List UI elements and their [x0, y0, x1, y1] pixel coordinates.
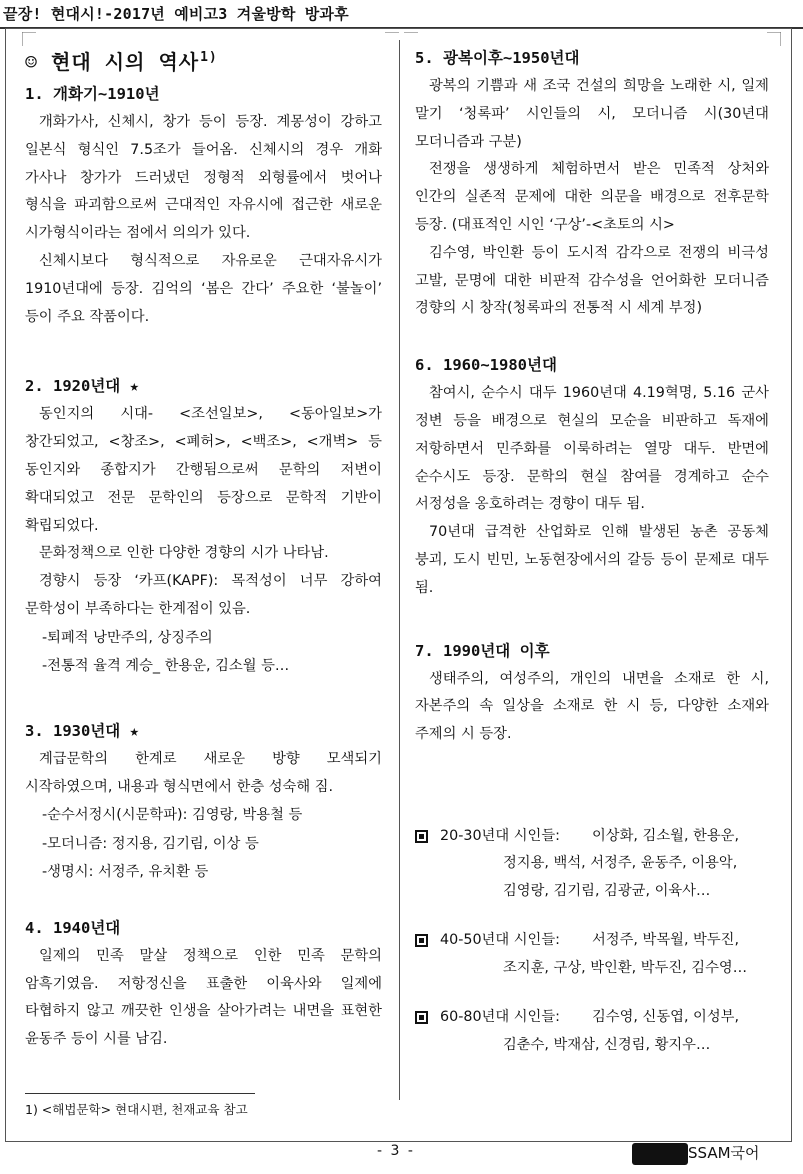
poet-names-cont: 조지훈, 구상, 박인환, 박두진, 김수영… — [503, 959, 748, 976]
poet-names: 김수영, 신동엽, 이성부, — [592, 1009, 740, 1026]
page-number: - 3 - — [377, 1143, 415, 1159]
section-4-paragraph-1: 일제의 민족 말살 정책으로 인한 민족 문학의 암흑기였음. 저항정신을 표출한 이육사와 일제에 타협하지 않고 깨끗한 인생을 살아가려는 내면을 표현한 윤동주 등이 시를 남김. — [25, 947, 382, 1048]
poet-group-20-30 — [415, 823, 769, 906]
section-7-paragraph-1: 생태주의, 여성주의, 개인의 내면을 소재로 한 시, 자본주의 속 일상을 소재로 한 시 등, 다양한 소재와 주제의 시 등장. — [415, 670, 769, 743]
section-2-item-2: -전통적 율격 계승_ 한용운, 김소월 등… — [42, 658, 290, 675]
footnote-ref: 1) — [200, 50, 218, 65]
section-heading-5: 5. 광복이후~1950년대 — [415, 49, 580, 67]
poet-names: 이상화, 김소월, 한용운, — [592, 827, 740, 844]
bullet-square-icon — [415, 1011, 428, 1024]
section-heading-2: 2. 1920년대 ★ — [25, 377, 139, 396]
bullet-square-icon — [415, 830, 428, 843]
section-heading-7: 7. 1990년대 이후 — [415, 641, 550, 660]
brand-label — [632, 1141, 760, 1165]
footnote-rule — [25, 1093, 255, 1094]
poet-group-label: 60-80년대 시인들: — [440, 1009, 560, 1026]
section-3-item-3: -생명시: 서정주, 유치환 등 — [42, 864, 209, 881]
poet-group-40-50 — [415, 927, 769, 982]
section-2-item-1: -퇴폐적 낭만주의, 상징주의 — [42, 629, 213, 646]
poet-group-label: 40-50년대 시인들: — [440, 932, 560, 949]
section-6-paragraph-2: 70년대 급격한 산업화로 인해 발생된 농촌 공동체 붕괴, 도시 빈민, 노동현장에서의 갈등 등이 문제로 대두 됨. — [415, 524, 769, 596]
poet-names-cont: 김춘수, 박재삼, 신경림, 황지우… — [503, 1036, 711, 1053]
section-3-item-2: -모더니즘: 정지용, 김기림, 이상 등 — [42, 835, 259, 852]
poet-names: 서정주, 박목월, 박두진, — [592, 932, 740, 949]
section-heading-6: 6. 1960~1980년대 — [415, 356, 557, 375]
brand-text: SSAM국어 — [688, 1144, 760, 1162]
section-3-paragraph-1: 계급문학의 한계로 새로운 방향 모색되기 시작하였으며, 내용과 형식면에서 한층 성숙해 짐. — [25, 750, 382, 795]
section-heading-4: 4. 1940년대 — [25, 918, 121, 937]
title-text: 현대 시의 역사 — [51, 50, 200, 74]
right-column — [415, 44, 769, 1059]
bullet-square-icon — [415, 934, 428, 947]
poet-group-label: 20-30년대 시인들: — [440, 827, 560, 844]
smile-icon: ☺ — [25, 50, 39, 74]
section-1-paragraph-2: 신체시보다 형식적으로 자유로운 근대자유시가 1910년대에 등장. 김억의 ‘봄은 간다’ 주요한 ‘불놀이’ 등이 주요 작품이다. — [25, 252, 382, 325]
section-2-paragraph-1: 동인지의 시대- <조선일보>, <동아일보>가 창간되었고, <창조>, <폐허>, <백조>, <개벽> 등 동인지와 종합지가 간행됨으로써 문학의 저변이 확대되었고 전문 문학인의 등장으로 문학적 기반이 확립되었다. — [25, 406, 382, 534]
section-6-paragraph-1: 참여시, 순수시 대두 1960년대 4.19혁명, 5.16 군사 정변 등을 배경으로 현실의 모순을 비판하고 독재에 저항하면서 민주화를 이룩하려는 열망 대두. 반면에 순수시도 등장. 문학의 현실 참여를 경계하고 순수 서정성을 옹호하려는 경향이 대두 됨. — [415, 385, 769, 513]
footnote: 1) <해법문학> 현대시편, 천재교육 참고 — [25, 1102, 248, 1117]
poet-group-60-80 — [415, 1004, 769, 1059]
section-5-paragraph-3: 김수영, 박인환 등이 도시적 감각으로 전쟁의 비극성 고발, 문명에 대한 비판적 감수성을 언어화한 모더니즘 경향의 시 창작(청록파의 전통적 시 세계 부정) — [415, 244, 769, 317]
corner-mark-top-right — [767, 32, 781, 46]
left-column — [25, 44, 382, 1054]
center-mark-top-left — [385, 32, 399, 46]
document-header: 끝장! 현대시!-2017년 예비고3 겨울방학 방과후 — [3, 5, 349, 23]
poet-names-cont: 정지용, 백석, 서정주, 윤동주, 이용악, — [503, 855, 738, 872]
page-title — [25, 44, 382, 80]
section-5-paragraph-1: 광복의 기쁨과 새 조국 건설의 희망을 노래한 시, 일제 말기 ‘청록파’ 시인들의 시, 모더니즘 시(30년대 모더니즘과 구분) — [415, 78, 769, 150]
section-heading-1: 1. 개화기~1910년 — [25, 85, 160, 103]
section-2-paragraph-2: 문화정책으로 인한 다양한 경향의 시가 나타남. — [39, 545, 329, 562]
poet-list — [415, 823, 769, 1060]
section-5-paragraph-2: 전쟁을 생생하게 체험하면서 받은 민족적 상처와 인간의 실존적 문제에 대한 의문을 배경으로 전후문학 등장. (대표적인 시인 ‘구상’-<초토의 시> — [415, 161, 769, 233]
section-2-paragraph-3: 경향시 등장 ‘카프(KAPF): 목적성이 너무 강하여 문학성이 부족하다는 한계점이 있음. — [25, 573, 382, 617]
column-divider — [399, 40, 400, 1100]
section-1-paragraph-1: 개화가사, 신체시, 창가 등이 등장. 계몽성이 강하고 일본식 형식인 7.5조가 들어옴. 신체시의 경우 개화 가사나 창가가 드러냈던 정형적 외형률에서 벗어나 형식을 파괴함으로써 근대적인 자유시에 접근한 새로운 시가형식이라는 점에서 의의가 있다. — [25, 114, 382, 242]
poet-names-cont: 김영랑, 김기림, 김광균, 이육사… — [503, 882, 711, 899]
redacted-block — [632, 1143, 688, 1165]
section-heading-3: 3. 1930년대 ★ — [25, 721, 139, 740]
section-3-item-1: -순수서정시(시문학파): 김영랑, 박용철 등 — [42, 807, 303, 824]
